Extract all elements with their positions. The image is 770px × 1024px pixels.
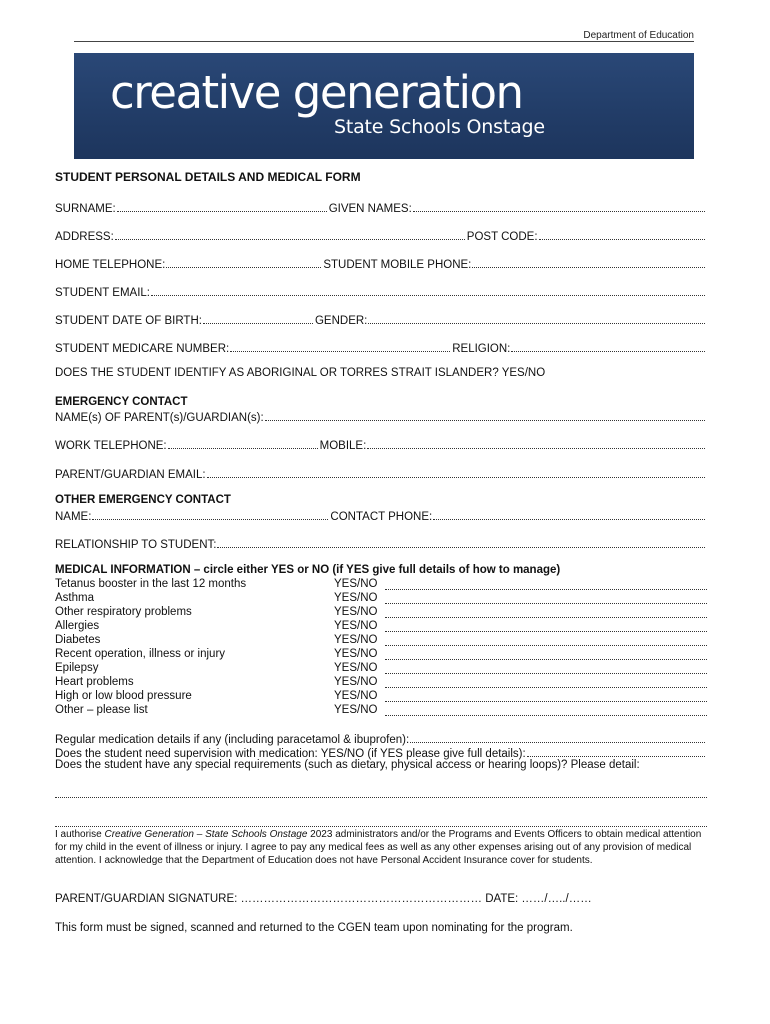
dob-field[interactable]	[203, 323, 313, 324]
surname-label: SURNAME:	[55, 203, 116, 215]
details-field[interactable]	[385, 603, 707, 604]
medical-row	[55, 648, 707, 662]
form-title: STUDENT PERSONAL DETAILS AND MEDICAL FORM	[55, 170, 361, 184]
details-field[interactable]	[385, 687, 707, 688]
medical-row	[55, 704, 707, 718]
student-email-field[interactable]	[151, 295, 705, 296]
emergency-heading: EMERGENCY CONTACT	[55, 396, 188, 408]
surname-field[interactable]	[117, 211, 327, 212]
work-telephone-field[interactable]	[168, 448, 318, 449]
parent-email-field[interactable]	[207, 477, 705, 478]
medicare-field[interactable]	[230, 351, 450, 352]
medical-row	[55, 592, 707, 606]
yes-no-option[interactable]: YES/NO	[334, 634, 378, 646]
yes-no-option[interactable]: YES/NO	[334, 606, 378, 618]
condition-label: Allergies	[55, 620, 100, 632]
parent-email-label: PARENT/GUARDIAN EMAIL:	[55, 469, 206, 481]
yes-no-option[interactable]: YES/NO	[334, 704, 378, 716]
medical-row	[55, 676, 707, 690]
medicare-label: STUDENT MEDICARE NUMBER:	[55, 343, 230, 355]
footer-note: This form must be signed, scanned and returned to the CGEN team upon nominating for the program.	[55, 922, 573, 934]
other-name-label: NAME:	[55, 511, 92, 523]
special-requirements-field[interactable]	[55, 797, 707, 798]
parent-names-field[interactable]	[265, 420, 705, 421]
details-field[interactable]	[385, 659, 707, 660]
post-code-field[interactable]	[539, 239, 705, 240]
relationship-field[interactable]	[217, 547, 705, 548]
gender-label: GENDER:	[314, 315, 368, 327]
yes-no-option[interactable]: YES/NO	[334, 578, 378, 590]
special-requirements-field[interactable]	[55, 826, 707, 827]
condition-label: Other respiratory problems	[55, 606, 192, 618]
department-label: Department of Education	[583, 30, 694, 41]
other-emergency-heading: OTHER EMERGENCY CONTACT	[55, 494, 231, 506]
regular-medication-field[interactable]	[410, 742, 705, 743]
details-field[interactable]	[385, 715, 707, 716]
condition-label: Tetanus booster in the last 12 months	[55, 578, 247, 590]
home-telephone-label: HOME TELEPHONE:	[55, 259, 166, 271]
address-row	[55, 227, 707, 243]
work-telephone-row	[55, 436, 707, 452]
mobile-field[interactable]	[367, 448, 705, 449]
telephone-row	[55, 255, 707, 271]
condition-label: Asthma	[55, 592, 94, 604]
address-field[interactable]	[115, 239, 465, 240]
yes-no-option[interactable]: YES/NO	[334, 592, 378, 604]
contact-phone-label: CONTACT PHONE:	[330, 511, 433, 523]
dob-row	[55, 311, 707, 327]
other-name-row	[55, 507, 707, 523]
brand-title: creative generation	[110, 66, 523, 119]
condition-label: Other – please list	[55, 704, 148, 716]
yes-no-option[interactable]: YES/NO	[334, 676, 378, 688]
mobile-label: MOBILE:	[319, 440, 367, 452]
details-field[interactable]	[385, 645, 707, 646]
student-email-label: STUDENT EMAIL:	[55, 287, 150, 299]
medical-row	[55, 620, 707, 634]
work-telephone-label: WORK TELEPHONE:	[55, 440, 167, 452]
header-rule	[74, 41, 694, 42]
student-email-row	[55, 283, 707, 299]
condition-label: High or low blood pressure	[55, 690, 192, 702]
medicare-row	[55, 339, 707, 355]
gender-field[interactable]	[368, 323, 705, 324]
medical-row	[55, 606, 707, 620]
yes-no-option[interactable]: YES/NO	[334, 648, 378, 660]
given-names-label: GIVEN NAMES:	[328, 203, 412, 215]
brand-banner	[74, 53, 694, 159]
authorisation-text	[55, 828, 715, 867]
medical-row	[55, 578, 707, 592]
brand-subtitle: State Schools Onstage	[334, 116, 545, 138]
other-name-field[interactable]	[92, 519, 328, 520]
details-field[interactable]	[385, 631, 707, 632]
condition-label: Epilepsy	[55, 662, 99, 674]
home-telephone-field[interactable]	[166, 267, 321, 268]
religion-field[interactable]	[511, 351, 705, 352]
relationship-label: RELATIONSHIP TO STUDENT:	[55, 539, 217, 551]
condition-label: Diabetes	[55, 634, 101, 646]
signature-line[interactable]: PARENT/GUARDIAN SIGNATURE: ……………………………………………………… DATE: ……/…../……	[55, 893, 592, 905]
supervision-row	[55, 744, 707, 760]
surname-row	[55, 199, 707, 215]
parent-names-row	[55, 408, 707, 424]
regular-medication-label: Regular medication details if any (including paracetamol & ibuprofen):	[55, 734, 410, 746]
contact-phone-field[interactable]	[433, 519, 705, 520]
relationship-row	[55, 535, 707, 551]
supervision-label: Does the student need supervision with medication: YES/NO (if YES please give full details):	[55, 748, 526, 760]
medical-heading: MEDICAL INFORMATION – circle either YES or NO (if YES give full details of how to manage)	[55, 564, 561, 576]
details-field[interactable]	[385, 701, 707, 702]
condition-label: Recent operation, illness or injury	[55, 648, 226, 660]
supervision-field[interactable]	[527, 756, 705, 757]
aboriginal-question: DOES THE STUDENT IDENTIFY AS ABORIGINAL OR TORRES STRAIT ISLANDER? YES/NO	[55, 367, 546, 379]
medical-row	[55, 662, 707, 676]
medical-row	[55, 690, 707, 704]
yes-no-option[interactable]: YES/NO	[334, 620, 378, 632]
post-code-label: POST CODE:	[466, 231, 538, 243]
condition-label: Heart problems	[55, 676, 134, 688]
details-field[interactable]	[385, 617, 707, 618]
parent-names-label: NAME(s) OF PARENT(s)/GUARDIAN(s):	[55, 412, 264, 424]
student-mobile-label: STUDENT MOBILE PHONE:	[323, 259, 472, 271]
medical-row	[55, 634, 707, 648]
student-mobile-field[interactable]	[472, 267, 705, 268]
authorisation-text-after: 2023 administrators and/or the Programs and Events Officers to obtain medical attention for my child in the event of illness or injury. I agree to pay any medical fees as well as any other expenses arising out of any provision of medical attention. I acknowledge that the Department of Education does not have Personal Accident Insurance cover for students.	[55, 829, 702, 866]
details-field[interactable]	[385, 673, 707, 674]
yes-no-option[interactable]: YES/NO	[334, 690, 378, 702]
dob-label: STUDENT DATE OF BIRTH:	[55, 315, 202, 327]
parent-email-row	[55, 465, 707, 481]
given-names-field[interactable]	[413, 211, 705, 212]
program-name: Creative Generation – State Schools Onstage	[104, 829, 308, 840]
authorisation-text-before: I authorise	[55, 829, 105, 840]
address-label: ADDRESS:	[55, 231, 114, 243]
details-field[interactable]	[385, 589, 707, 590]
religion-label: RELIGION:	[452, 343, 511, 355]
yes-no-option[interactable]: YES/NO	[334, 662, 378, 674]
special-requirements-label: Does the student have any special requirements (such as dietary, physical access or hearing loops)? Please detail:	[55, 759, 640, 771]
